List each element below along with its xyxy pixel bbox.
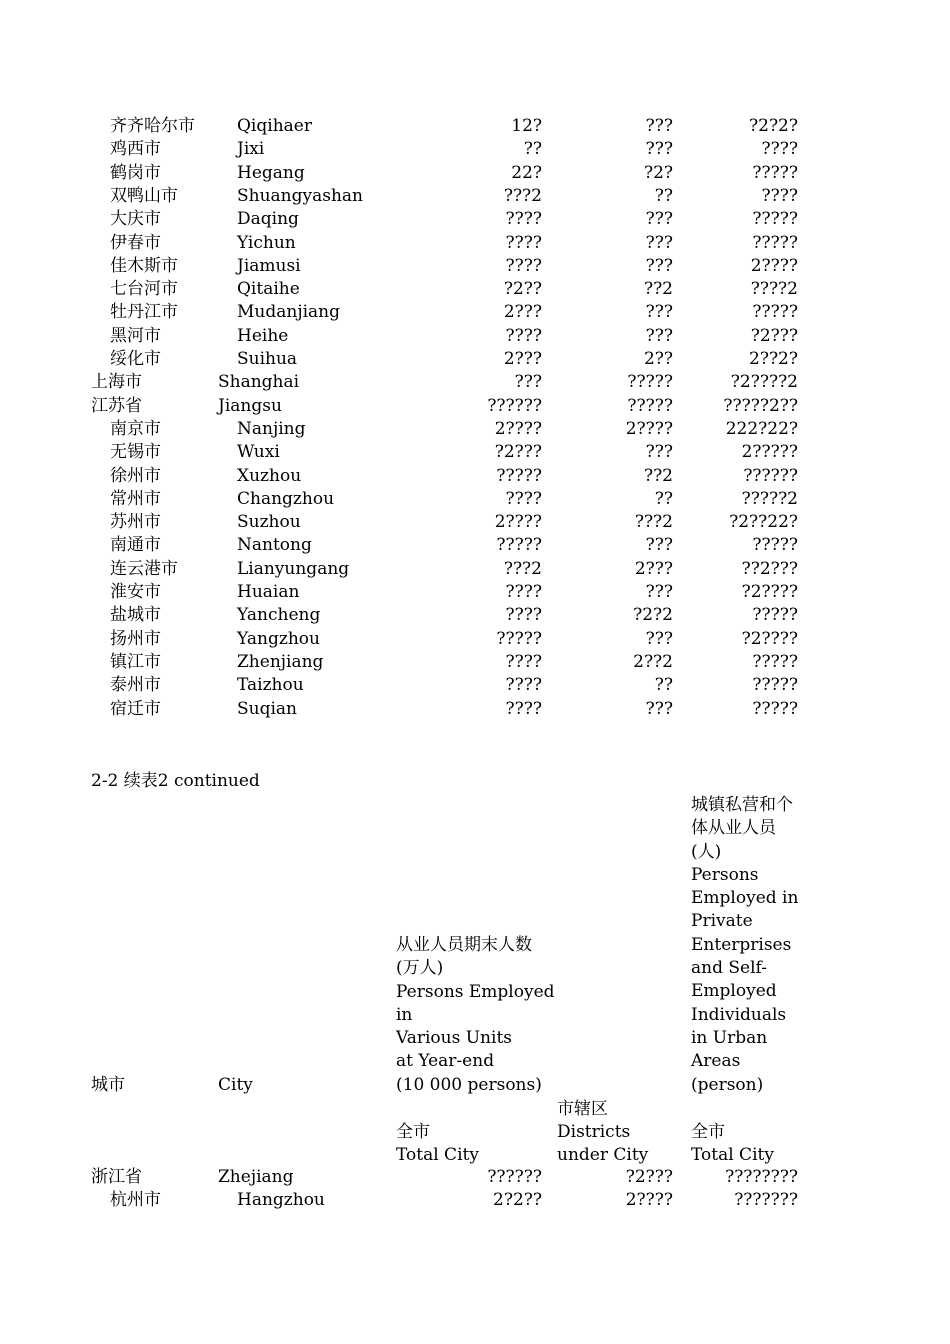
private-employed-value: ?????? — [743, 465, 798, 486]
city-name-zh: 鸡西市 — [110, 139, 161, 160]
city-name-zh: 双鸭山市 — [110, 185, 178, 206]
private-employed-value: ???????? — [725, 1167, 798, 1187]
city-header-en: City — [218, 1075, 253, 1095]
employed-total-value: 12? — [511, 116, 542, 136]
employed-districts-value: ?? — [654, 675, 673, 696]
private-employed-value: ????? — [752, 535, 798, 556]
employed-districts-value: ??2 — [643, 465, 673, 486]
private-employed-value: ??2??? — [741, 558, 798, 579]
employed-total-value: ???? — [505, 232, 542, 253]
col-total-city-en: Total City — [396, 1145, 479, 1165]
employed-total-value: ?2?? — [503, 279, 542, 300]
city-name-en: Hegang — [237, 162, 305, 183]
city-name-en: Shuangyashan — [237, 185, 364, 206]
employed-districts-value: ??? — [645, 139, 673, 160]
private-employed-value: ????2 — [750, 279, 798, 300]
employed-total-value: ???? — [505, 605, 542, 626]
city-name-zh: 苏州市 — [110, 512, 161, 533]
employed-districts-value: ?2??? — [625, 1167, 673, 1187]
city-name-en: Heihe — [237, 325, 289, 346]
city-name-en: Huaian — [237, 582, 300, 602]
employed-districts-value: ??? — [645, 442, 673, 463]
col-districts-en: Districts under City — [557, 1122, 649, 1166]
city-name-zh: 常州市 — [110, 488, 161, 509]
table-row — [0, 558, 950, 581]
table-row — [0, 232, 950, 255]
employed-total-value: ????? — [496, 465, 542, 486]
col-total-city2-zh: 全市 — [691, 1122, 725, 1142]
employed-total-value: ??? — [514, 372, 542, 393]
private-employed-value: ????? — [752, 651, 798, 672]
employed-total-value: 2?2?? — [493, 1190, 542, 1211]
employed-total-value: ???? — [505, 675, 542, 696]
employed-districts-value: ??? — [645, 582, 673, 602]
table-row — [0, 674, 950, 697]
private-employed-value: ????? — [752, 698, 798, 719]
private-employed-value: ?2??22? — [729, 512, 798, 533]
table-row — [0, 301, 950, 324]
employed-total-value: ?????? — [487, 395, 542, 416]
private-employed-group-header: 城镇私营和个 体从业人员 (人) Persons Employed in Private Enterprises and Self- Employed Individuals in Urban Areas (person) — [691, 795, 799, 1095]
employed-districts-value: ???2 — [634, 512, 673, 533]
city-name-zh: 浙江省 — [91, 1167, 142, 1187]
col-total-city2-en: Total City — [691, 1145, 774, 1165]
employed-total-value: ???? — [505, 255, 542, 276]
table-row — [0, 604, 950, 627]
city-name-en: Zhenjiang — [237, 651, 324, 672]
private-employed-value: ?????2 — [741, 488, 798, 509]
city-name-en: Yichun — [237, 232, 296, 253]
private-employed-value: ????? — [752, 302, 798, 323]
table-row — [0, 1189, 950, 1212]
city-name-en: Jixi — [237, 139, 265, 160]
table-row — [0, 115, 950, 138]
employed-total-value: 2??? — [503, 349, 542, 369]
city-name-en: Zhejiang — [218, 1167, 294, 1187]
private-employed-value: ??????? — [734, 1190, 798, 1211]
private-employed-value: ???? — [761, 185, 798, 206]
employed-districts-value: ?2? — [643, 162, 673, 183]
employed-districts-value: ?? — [654, 185, 673, 206]
employed-districts-value: ?? — [654, 488, 673, 509]
employed-districts-value: 2???? — [625, 418, 673, 439]
private-employed-value: ?????2?? — [723, 395, 798, 416]
private-employed-value: ?2??? — [750, 325, 798, 346]
employed-districts-value: ??? — [645, 698, 673, 719]
table-row — [0, 395, 950, 418]
table-row — [0, 325, 950, 348]
table-row — [0, 185, 950, 208]
employed-total-value: ???? — [505, 488, 542, 509]
table-row — [0, 1166, 950, 1189]
city-name-en: Qiqihaer — [237, 116, 312, 136]
employed-total-value: ???? — [505, 325, 542, 346]
employed-districts-value: ??? — [645, 116, 673, 136]
employed-total-value: ????? — [496, 535, 542, 556]
city-name-zh: 泰州市 — [110, 675, 161, 696]
city-name-zh: 镇江市 — [110, 651, 161, 672]
table-row — [0, 511, 950, 534]
col-total-city-zh: 全市 — [396, 1122, 430, 1142]
city-name-zh: 大庆市 — [110, 209, 161, 230]
employed-districts-value: ??? — [645, 628, 673, 649]
city-name-zh: 无锡市 — [110, 442, 161, 463]
employed-total-value: ???? — [505, 209, 542, 230]
employed-total-value: ?2??? — [494, 442, 542, 463]
city-name-zh: 绥化市 — [110, 349, 161, 369]
employed-total-value: 2???? — [494, 512, 542, 533]
employed-total-value: ???2 — [503, 185, 542, 206]
private-employed-value: ????? — [752, 232, 798, 253]
table-row — [0, 278, 950, 301]
employed-districts-value: 2??2 — [633, 651, 673, 672]
city-name-zh: 伊春市 — [110, 232, 161, 253]
table-row — [0, 348, 950, 371]
city-name-zh: 徐州市 — [110, 465, 161, 486]
table-row — [0, 138, 950, 161]
private-employed-value: ????? — [752, 605, 798, 626]
employed-total-value: ???? — [505, 651, 542, 672]
employed-districts-value: 2??? — [634, 558, 673, 579]
private-employed-value: ?2???? — [741, 582, 798, 602]
city-name-en: Nanjing — [237, 418, 306, 439]
employed-total-value: ???2 — [503, 558, 542, 579]
employed-districts-value: 2???? — [625, 1190, 673, 1211]
employed-districts-value: ??? — [645, 302, 673, 323]
city-name-en: Suihua — [237, 349, 298, 369]
city-name-zh: 宿迁市 — [110, 698, 161, 719]
employed-total-value: ????? — [496, 628, 542, 649]
employed-districts-value: ????? — [627, 372, 673, 393]
city-name-zh: 佳木斯市 — [110, 255, 178, 276]
private-employed-value: 2??2? — [749, 349, 798, 369]
employed-districts-value: ??? — [645, 325, 673, 346]
employed-total-value: ???? — [505, 698, 542, 719]
city-name-zh: 连云港市 — [110, 558, 178, 579]
private-employed-value: ????? — [752, 675, 798, 696]
employed-total-value: 2??? — [503, 302, 542, 323]
private-employed-value: ?2????2 — [730, 372, 798, 393]
city-name-zh: 齐齐哈尔市 — [110, 116, 195, 136]
city-name-en: Shanghai — [218, 372, 300, 393]
city-name-zh: 黑河市 — [110, 325, 161, 346]
employed-districts-value: ?2?2 — [633, 605, 673, 626]
table-row — [0, 465, 950, 488]
employed-total-value: 2???? — [494, 418, 542, 439]
employed-total-value: 22? — [511, 162, 542, 183]
city-name-en: Suqian — [237, 698, 297, 719]
employed-districts-value: 2?? — [643, 349, 673, 369]
private-employed-value: ???? — [761, 139, 798, 160]
table-row — [0, 488, 950, 511]
employed-group-header: 从业人员期末人数 (万人) Persons Employed in Various Units at Year-end (10 000 persons) — [396, 935, 555, 1095]
employed-districts-value: ????? — [627, 395, 673, 416]
city-name-en: Suzhou — [237, 512, 301, 533]
table-row — [0, 651, 950, 674]
city-name-en: Yancheng — [237, 605, 321, 626]
table-row — [0, 534, 950, 557]
city-name-zh: 杭州市 — [110, 1190, 161, 1211]
private-employed-value: ????? — [752, 162, 798, 183]
city-name-zh: 上海市 — [91, 372, 142, 393]
private-employed-value: 222?22? — [725, 418, 798, 439]
city-name-en: Taizhou — [237, 675, 304, 696]
city-name-zh: 鹤岗市 — [110, 162, 161, 183]
city-name-zh: 牡丹江市 — [110, 302, 178, 323]
city-name-zh: 扬州市 — [110, 628, 161, 649]
city-name-en: Hangzhou — [237, 1190, 325, 1211]
city-name-zh: 南通市 — [110, 535, 161, 556]
employed-districts-value: ??? — [645, 232, 673, 253]
city-name-en: Daqing — [237, 209, 299, 230]
city-name-zh: 江苏省 — [91, 395, 142, 416]
city-name-en: Lianyungang — [237, 558, 350, 579]
city-name-en: Mudanjiang — [237, 302, 340, 323]
city-name-en: Wuxi — [237, 442, 280, 463]
city-name-en: Qitaihe — [237, 279, 300, 300]
col-districts-zh: 市辖区 — [557, 1099, 608, 1119]
city-name-zh: 七台河市 — [110, 279, 178, 300]
city-name-en: Jiangsu — [218, 395, 282, 416]
city-name-en: Jiamusi — [237, 255, 301, 276]
city-name-en: Nantong — [237, 535, 312, 556]
city-name-en: Yangzhou — [237, 628, 320, 649]
city-name-zh: 南京市 — [110, 418, 161, 439]
table-row — [0, 581, 950, 604]
table-row — [0, 418, 950, 441]
city-header-zh: 城市 — [91, 1075, 125, 1095]
employed-districts-value: ??? — [645, 255, 673, 276]
private-employed-value: 2???? — [750, 255, 798, 276]
employed-total-value: ???? — [505, 582, 542, 602]
private-employed-value: ?2???? — [741, 628, 798, 649]
table-row — [0, 628, 950, 651]
table-row — [0, 208, 950, 231]
city-name-zh: 盐城市 — [110, 605, 161, 626]
employed-total-value: ?? — [523, 139, 542, 160]
employed-districts-value: ??2 — [643, 279, 673, 300]
city-name-en: Changzhou — [237, 488, 335, 509]
private-employed-value: ????? — [752, 209, 798, 230]
employed-districts-value: ??? — [645, 209, 673, 230]
private-employed-value: 2????? — [741, 442, 798, 463]
table-caption: 2-2 续表2 continued — [91, 771, 260, 791]
private-employed-value: ?2?2? — [749, 116, 798, 136]
table-row — [0, 698, 950, 721]
table-row — [0, 162, 950, 185]
table-row — [0, 255, 950, 278]
table-row — [0, 441, 950, 464]
city-name-zh: 淮安市 — [110, 582, 161, 602]
table-row — [0, 371, 950, 394]
employed-districts-value: ??? — [645, 535, 673, 556]
city-name-en: Xuzhou — [237, 465, 302, 486]
employed-total-value: ?????? — [487, 1167, 542, 1187]
